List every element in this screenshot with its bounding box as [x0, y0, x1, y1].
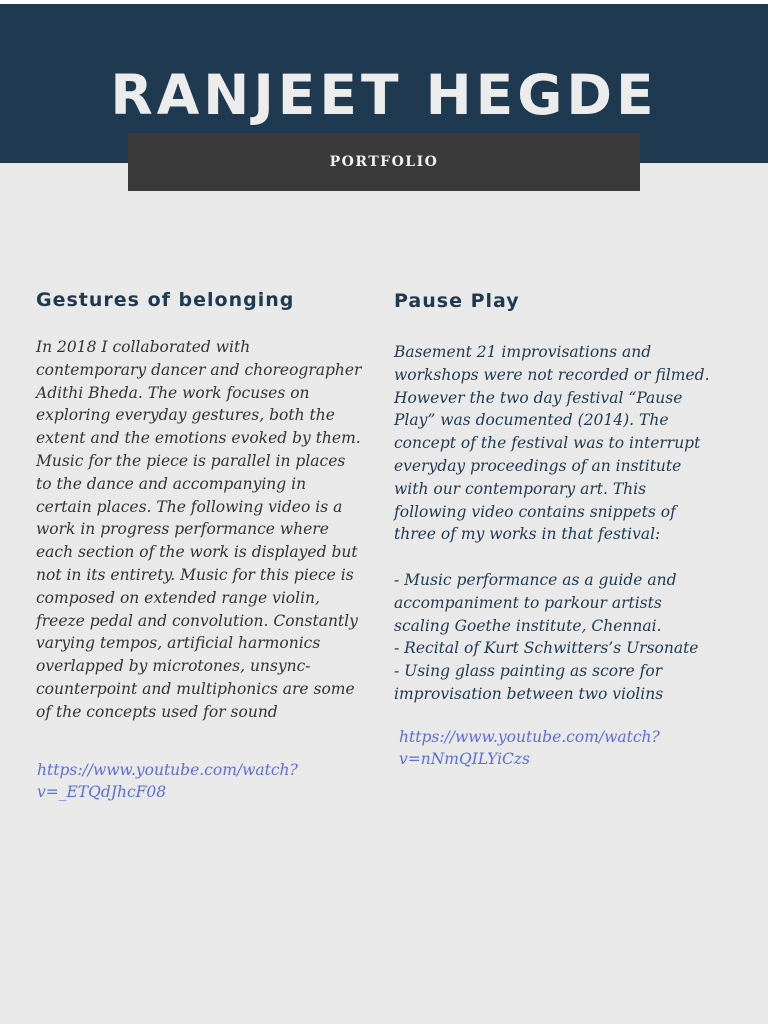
- section-heading: Pause Play: [394, 290, 520, 312]
- youtube-link[interactable]: https://www.youtube.com/watch? v=nNmQILYiCzs: [399, 727, 660, 768]
- section-body: In 2018 I collaborated with contemporary dancer and choreographer Adithi Bheda. The work focuses on exploring everyday gestures, both the extent and the emotions evoked by them. Music for the piece is parallel in places to the dance and accompanying in certain places. The following video is a work in progress performance where each section of the work is displayed but not in its entirety. Music for this piece is composed on extended range violin, freeze pedal and convolution. Constantly varying tempos, artificial harmonics overlapped by microtones, unsync- counterpoint and multiphonics are some of the concepts used for sound: [36, 338, 362, 721]
- subtitle-label: PORTFOLIO: [329, 154, 439, 170]
- section-pause-play: [394, 287, 734, 770]
- section-gestures-of-belonging: [36, 286, 371, 803]
- youtube-link[interactable]: https://www.youtube.com/watch? v=_ETQdJhcF08: [37, 760, 298, 801]
- subtitle-banner: [128, 133, 640, 191]
- page-title: RANJEET HEGDE: [110, 63, 658, 127]
- section-heading: Gestures of belonging: [36, 289, 295, 311]
- section-body: Basement 21 improvisations and workshops were not recorded or filmed. However the two day festival “Pause Play” was documented (2014). The concept of the festival was to interrupt everyday proceedings of an institute with our contemporary art. This following video contains snippets of three of my works in that festival: - Music performance as a guide and accompaniment to parkour artists scaling Goethe institute, Chennai. - Recital of Kurt Schwitters’s Ursonate - Using glass painting as score for improvisation between two violins: [394, 343, 710, 703]
